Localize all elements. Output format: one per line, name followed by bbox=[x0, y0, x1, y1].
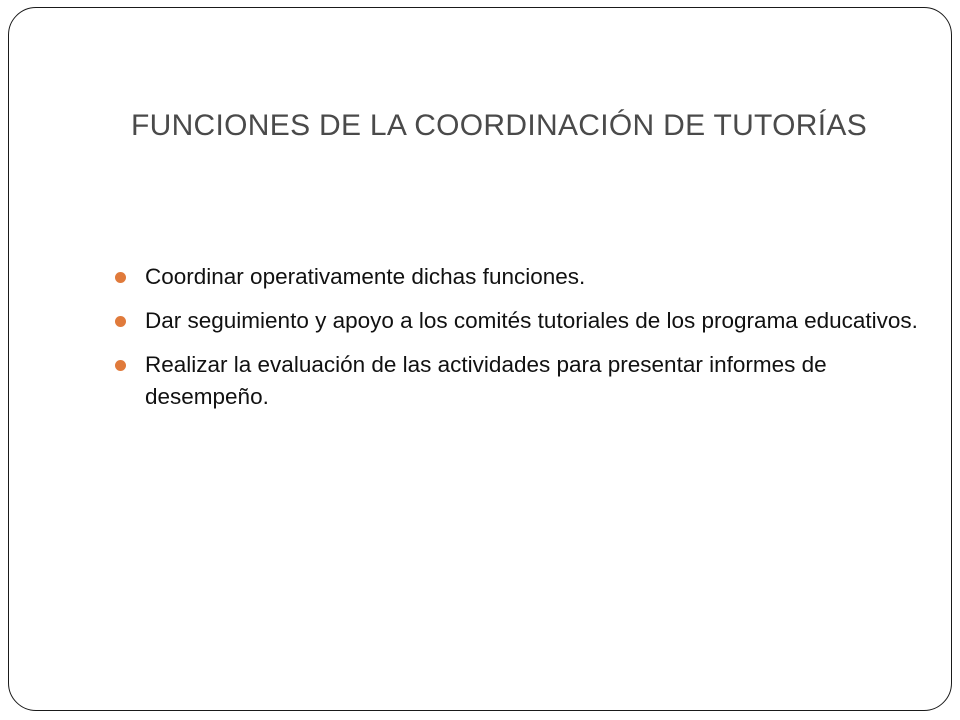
bullet-dot-icon bbox=[115, 272, 126, 283]
bullet-dot-icon bbox=[115, 316, 126, 327]
slide-frame bbox=[8, 7, 952, 711]
bullet-list bbox=[113, 261, 933, 425]
bullet-item bbox=[113, 305, 933, 337]
bullet-dot-icon bbox=[115, 360, 126, 371]
bullet-text: Coordinar operativamente dichas funciones. bbox=[145, 264, 586, 289]
bullet-text: Dar seguimiento y apoyo a los comités tutoriales de los programa educativos. bbox=[145, 308, 918, 333]
bullet-item bbox=[113, 349, 933, 413]
bullet-text: Realizar la evaluación de las actividades para presentar informes de desempeño. bbox=[145, 352, 827, 409]
slide-title: FUNCIONES DE LA COORDINACIÓN DE TUTORÍAS bbox=[131, 109, 867, 142]
bullet-item bbox=[113, 261, 933, 293]
